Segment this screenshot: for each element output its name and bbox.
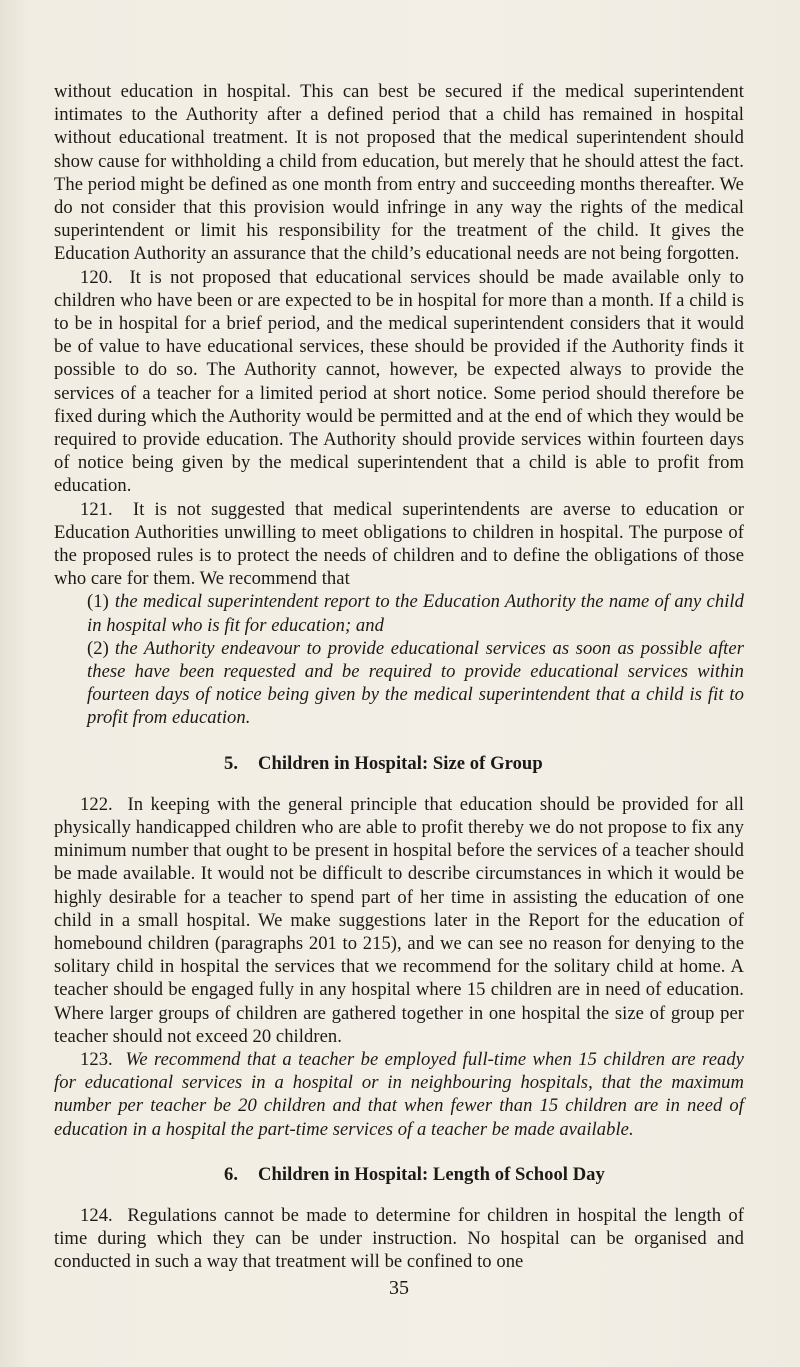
paragraph-120 xyxy=(54,266,744,498)
paragraph-number: 120. xyxy=(80,266,113,288)
item-text: the medical superintendent report to the Education Authority the name of any child in hospital who is fit for education; and xyxy=(87,591,744,636)
paragraph-number: 121. xyxy=(80,498,113,520)
item-text: the Authority endeavour to provide educational services as soon as possible after these have been requested and be required to provide educational services within fourteen days of notice being given by the medical superintendent that a child is fit to profit from education. xyxy=(87,637,744,729)
paragraph-text: It is not suggested that medical superintendents are averse to education or Education Authorities unwilling to meet obligations to children in hospital. The purpose of the proposed rules is to protect the needs of children and to define the obligations of those who care for them. We recommend that xyxy=(54,498,744,590)
paragraph-continuation: without education in hospital. This can best be secured if the medical superintendent intimates to the Authority after a defined period that a child has remained in hospital without educational treatment. It is not proposed that the medical superintendent should show cause for withholding a child from education, but merely that he should attest the fact. The period might be defined as one month from entry and succeeding months thereafter. We do not consider that this provision would infringe in any way the rights of the medical superintendent or limit his responsibility for the treatment of the child. It gives the Education Authority an assurance that the child’s educational needs are not being forgotten. xyxy=(54,81,744,265)
recommendation-item-2 xyxy=(54,637,744,730)
paragraph-text: Regulations cannot be made to determine for children in hospital the length of time during which they can be under instruction. No hospital can be organised and conducted in such a way that treatment will be confined to one xyxy=(54,1204,744,1273)
paragraph-text: It is not proposed that educational services should be made available only to children who have been or are expected to be in hospital for more than a month. If a child is to be in hospital for a brief period, and the medical superintendent considers that it would be of value to have educational services, these should be provided if the Authority finds it possible to do so. The Authority cannot, however, be expected always to provide the services of a teacher for a limited period at short notice. Some period should therefore be fixed during which the Authority would be permitted and at the end of which they would be required to provide education. The Authority should provide services within fourteen days of notice being given by the medical superintendent that a child is able to profit from education. xyxy=(54,266,744,497)
paragraph-number: 123. xyxy=(80,1048,113,1070)
page-number: 35 xyxy=(388,1277,410,1300)
paragraph-number: 124. xyxy=(80,1204,113,1226)
recommendation-item-1 xyxy=(54,590,744,636)
paragraph-123 xyxy=(54,1048,744,1141)
paragraph-124 xyxy=(54,1204,744,1274)
body-text xyxy=(54,80,744,1301)
paragraph-text: In keeping with the general principle that education should be provided for all physically handicapped children who are able to profit thereby we do not propose to fix any minimum number that ought to be present in hospital before the services of a teacher should be made available. It would not be difficult to describe circumstances in which it would be highly desirable for a teacher to spend part of her time in assisting the education of one child in a small hospital. We make suggestions later in the Report for the education of homebound children (paragraphs 201 to 215), and we can see no reason for denying to the solitary child in hospital the services that we recommend for the solitary child at home. A teacher should be engaged fully in any hospital where 15 children are in need of education. Where larger groups of children are gathered together in one hospital the size of group per teacher should not exceed 20 children. xyxy=(54,793,744,1047)
section-heading-6 xyxy=(224,1163,744,1187)
paragraph-number: 122. xyxy=(80,793,113,815)
paragraph-121 xyxy=(54,498,744,591)
section-heading-5 xyxy=(224,752,744,776)
section-title: Children in Hospital: Size of Group xyxy=(258,752,543,774)
paragraph-122 xyxy=(54,793,744,1048)
item-number: (1) xyxy=(87,591,109,613)
section-number: 6. xyxy=(224,1163,239,1185)
section-number: 5. xyxy=(224,752,239,774)
paragraph-text: We recommend that a teacher be employed full-time when 15 children are ready for educational services in a hospital or in neighbouring hospitals, that the maximum number per teacher be 20 children and that when fewer than 15 children are in need of education in a hospital the part-time services of a teacher be made available. xyxy=(54,1048,744,1140)
section-title: Children in Hospital: Length of School Day xyxy=(258,1163,605,1185)
item-number: (2) xyxy=(87,637,109,659)
